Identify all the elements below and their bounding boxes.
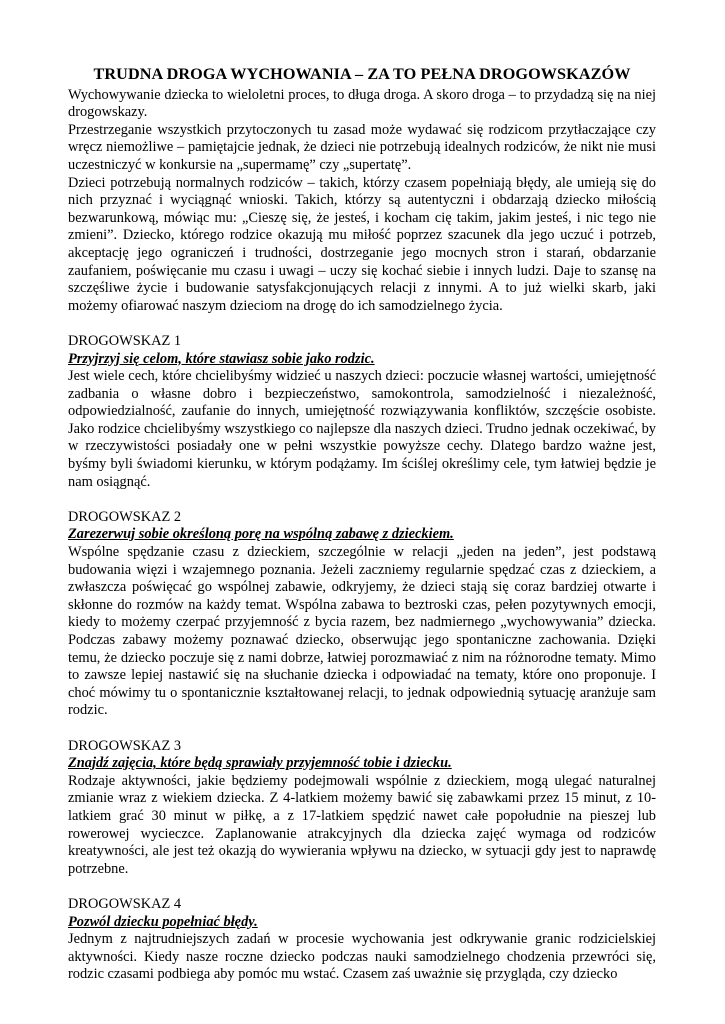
section-body: Wspólne spędzanie czasu z dzieckiem, szczególnie w relacji „jeden na jeden”, jest podstawą budowania więzi i wzajemnego poznania. Jeżeli zaczniemy regularnie spędzać czas z dzieckiem, a zwłaszcza poświęcać go wspólnej zabawie, odkryjemy, że dzieci stają się coraz bardziej otwarte i skłonne do rozmów na każdy temat. Wspólna zabawa to beztroski czas, pełen pozytywnych emocji, kiedy to możemy czerpać przyjemność z bycia razem, bez nadmiernego „wychowywania” dziecka. Podczas zabawy możemy poznawać dziecko, obserwując jego spontaniczne zachowania. Dzięki temu, że dziecko poczuje się z nami dobrze, łatwiej porozmawiać z nim na różnorodne tematy. Mimo to zawsze lepiej nastawić się na słuchanie dziecka i odpowiadać na tematy, które ono proponuje. I choć mówimy tu o spontanicznie kształtowanej relacji, to jednak odpowiednią sytuację aranżuje sam rodzic. (68, 544, 656, 719)
section-label: DROGOWSKAZ 2 (68, 508, 182, 525)
section-heading: Znajdź zajęcia, które będą sprawiały przyjemność tobie i dziecku. (68, 755, 452, 772)
intro-paragraph-3: Dzieci potrzebują normalnych rodziców – takich, którzy czasem popełniają błędy, ale umieją się do nich przyznać i wyciągnąć wnioski. Takich, którzy są autentyczni i obdarzają dziecko miłością bezwarunkową, mówiąc mu: „Cieszę się, że jesteś, i kocham cię takim, jakim jesteś, i nic tego nie zmieni”. Dziecko, którego rodzice okazują mu miłość poprzez szacunek dla jego uczuć i potrzeb, akceptację jego ograniczeń i trudności, dostrzeganie jego mocnych stron i starań, obdarzanie zaufaniem, poświęcanie mu czasu i uwagi – uczy się kochać siebie i innych ludzi. Daje to szansę na szczęśliwe życie i budowanie satysfakcjonujących relacji z innymi. A to już wielki skarb, jaki możemy ofiarować naszym dzieciom na drogę do ich samodzielnego życia. (68, 174, 656, 314)
section-body: Rodzaje aktywności, jakie będziemy podejmowali wspólnie z dzieckiem, mogą ulegać naturalnej zmianie wraz z wiekiem dziecka. Z 4-latkiem możemy bawić się zabawkami przez 15 minut, z 10-latkiem grać 30 minut w piłkę, a z 17-latkiem spędzić nawet całe popołudnie na pieszej lub rowerowej wycieczce. Zaplanowanie atrakcyjnych dla dziecka zajęć wymaga od rodziców kreatywności, ale jest też okazją do wywierania wpływu na dziecko, w sytuacji gdy jest to naprawdę potrzebne. (68, 772, 656, 877)
spacer (68, 878, 656, 896)
intro-paragraph-2: Przestrzeganie wszystkich przytoczonych tu zasad może wydawać się rodzicom przytłaczające czy wręcz niemożliwe – pamiętajcie jednak, że dzieci nie potrzebują idealnych rodziców, że nikt nie musi uczestniczyć w konkursie na „supermamę” czy „supertatę”. (68, 121, 656, 173)
intro-paragraph-1: Wychowywanie dziecka to wieloletni proces, to długa droga. A skoro droga – to przydadzą się na niej drogowskazy. (68, 86, 656, 121)
spacer (68, 315, 656, 333)
spacer (68, 491, 656, 509)
document-title: TRUDNA DROGA WYCHOWANIA – ZA TO PEŁNA DROGOWSKAZÓW (93, 65, 631, 83)
section-drogowskaz-4 (68, 896, 656, 984)
section-drogowskaz-3 (68, 738, 656, 879)
section-body: Jest wiele cech, które chcielibyśmy widzieć u naszych dzieci: poczucie własnej wartości, umiejętność zadbania o własne dobro i bezpieczeństwo, samokontrola, samodzielność i niezależność, odpowiedzialność, zaufanie do innych, umiejętność rozwiązywania konfliktów, szczęście osobiste. Jako rodzice chcielibyśmy wszystkiego co najlepsze dla naszych dzieci. Trudno jednak oczekiwać, by w rzeczywistości posiadały one w pełni wszystkie powyższe cechy. Dlatego bardzo ważne jest, byśmy byli świadomi kierunku, w którym podążamy. Im ściślej określimy cele, tym łatwiej będzie je nam osiągnąć. (68, 368, 656, 490)
section-heading: Przyjrzyj się celom, które stawiasz sobie jako rodzic. (68, 350, 375, 367)
section-drogowskaz-2 (68, 509, 656, 720)
section-heading: Zarezerwuj sobie określoną porę na wspólną zabawę z dzieckiem. (68, 526, 454, 543)
section-heading: Pozwól dziecku popełniać błędy. (68, 913, 258, 930)
section-label: DROGOWSKAZ 3 (68, 737, 182, 754)
section-label: DROGOWSKAZ 1 (68, 332, 182, 349)
document-page (68, 66, 656, 984)
spacer (68, 720, 656, 738)
section-body: Jednym z najtrudniejszych zadań w procesie wychowania jest odkrywanie granic rodzicielskiej aktywności. Kiedy nasze roczne dziecko podczas nauki samodzielnego chodzenia przewróci się, rodzic czasami podbiega aby pomóc mu wstać. Czasem zaś uważnie się przygląda, czy dziecko (68, 931, 656, 983)
section-drogowskaz-1 (68, 333, 656, 491)
section-label: DROGOWSKAZ 4 (68, 895, 182, 912)
